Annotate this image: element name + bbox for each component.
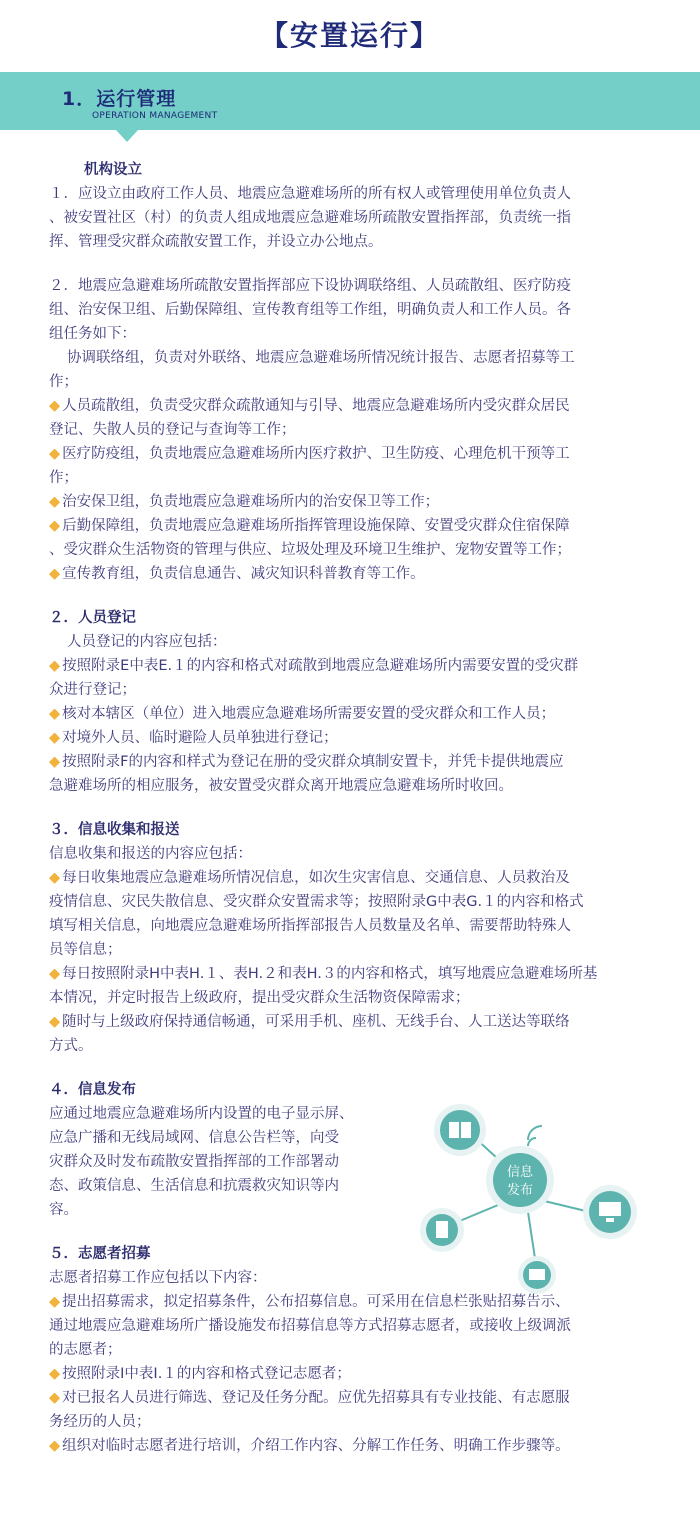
task-line (49, 490, 644, 514)
page-title: 【安置运行】 (259, 19, 440, 52)
volunteer-line (49, 1386, 644, 1410)
task-text: 后勤保障组，负责地震应急避难场所指挥管理设施保障、安置受灾群众住宿保障 (62, 518, 570, 534)
info-line: 疫情信息、灾民失散信息、受灾群众安置需求等；按照附录G中表G.１的内容和格式 (49, 894, 584, 910)
registration-text: 按照附录F的内容和样式为登记在册的受灾群众填制安置卡，并凭卡提供地震应 (62, 754, 564, 770)
volunteer-line (49, 1362, 644, 1386)
banner-subtitle: OPERATION MANAGEMENT (92, 111, 218, 121)
center-label-line2: 发布 (506, 1183, 534, 1198)
registration-intro: 人员登记的内容应包括： (67, 634, 227, 650)
task-line: 登记、失散人员的登记与查询等工作； (49, 422, 296, 438)
info-line (49, 1010, 644, 1034)
task-text: 宣传教育组，负责信息通告、减灾知识科普教育等工作。 (62, 566, 425, 582)
task-line: 作； (49, 374, 78, 390)
bullet-icon: ◆ (49, 754, 61, 770)
info-line (49, 962, 644, 986)
volunteer-heading: ５．志愿者招募 (49, 1246, 151, 1262)
info-text: 每日收集地震应急避难场所情况信息，如次生灾害信息、交通信息、人员救治及 (62, 870, 570, 886)
task-line: 作； (49, 470, 78, 486)
info-publish-diagram (400, 1100, 670, 1300)
wifi-icon (528, 1126, 542, 1146)
bullet-icon: ◆ (49, 870, 61, 886)
volunteer-line: 通过地震应急避难场所广播设施发布招募信息等方式招募志愿者，或接收上级调派 (49, 1318, 571, 1334)
registration-text: 核对本辖区（单位）进入地震应急避难场所需要安置的受灾群众和工作人员； (62, 706, 556, 722)
volunteer-text: 提出招募需求，拟定招募条件，公布招募信息。可采用在信息栏张贴招募告示、 (62, 1294, 570, 1310)
bullet-icon: ◆ (49, 1294, 61, 1310)
registration-heading: ２．人员登记 (49, 610, 136, 626)
task-line (49, 394, 644, 418)
bullet-icon: ◆ (49, 658, 61, 674)
volunteer-intro: 志愿者招募工作应包括以下内容： (49, 1270, 267, 1286)
info-line: 本情况，并定时报告上级政府，提出受灾群众生活物资保障需求； (49, 990, 470, 1006)
bullet-icon: ◆ (49, 966, 61, 982)
org-line: 组、治安保卫组、后勤保障组、宣传教育组等工作组，明确负责人和工作人员。各 (49, 302, 571, 318)
bullet-icon: ◆ (49, 566, 61, 582)
org-heading: 机构设立 (84, 162, 142, 178)
mail-icon (529, 1269, 545, 1280)
center-label-line1: 信息 (506, 1165, 534, 1180)
info-line: 方式。 (49, 1038, 93, 1054)
spacer (49, 798, 644, 818)
info-line: 填写相关信息，向地震应急避难场所指挥部报告人员数量及名单、需要帮助特殊人 (49, 918, 571, 934)
registration-line: 众进行登记； (49, 682, 136, 698)
bullet-icon: ◆ (49, 398, 61, 414)
task-text: 医疗防疫组，负责地震应急避难场所内医疗救护、卫生防疫、心理危机干预等工 (62, 446, 570, 462)
publish-heading: ４．信息发布 (49, 1082, 136, 1098)
bullet-icon: ◆ (49, 518, 61, 534)
task-line: 、受灾群众生活物资的管理与供应、垃圾处理及环境卫生维护、宠物安置等工作； (49, 542, 571, 558)
task-line (49, 442, 644, 466)
info-line (49, 866, 644, 890)
org-line: １．应设立由政府工作人员、地震应急避难场所的所有权人或管理使用单位负责人 (49, 186, 571, 202)
banner-title: 1．运行管理 (62, 88, 177, 110)
org-line: 组任务如下： (49, 326, 136, 342)
task-line: 协调联络组，负责对外联络、地震应急避难场所情况统计报告、志愿者招募等工 (67, 350, 575, 366)
task-text: 治安保卫组，负责地震应急避难场所内的治安保卫等工作； (62, 494, 440, 510)
info-text: 每日按照附录H中表H.１、表H.２和表H.３的内容和格式，填写地震应急避难场所基 (62, 966, 598, 982)
registration-text: 对境外人员、临时避险人员单独进行登记； (62, 730, 338, 746)
bullet-icon: ◆ (49, 446, 61, 462)
bullet-icon: ◆ (49, 494, 61, 510)
org-line: 、被安置社区（村）的负责人组成地震应急避难场所疏散安置指挥部，负责统一指 (49, 210, 571, 226)
bullet-icon: ◆ (49, 706, 61, 722)
diagram-svg (400, 1100, 670, 1300)
info-line: 员等信息； (49, 942, 122, 958)
diagram-center (493, 1153, 547, 1207)
bullet-icon: ◆ (49, 730, 61, 746)
org-line: 挥、管理受灾群众疏散安置工作，并设立办公地点。 (49, 234, 383, 250)
task-line (49, 562, 644, 586)
info-intro: 信息收集和报送的内容应包括： (49, 846, 252, 862)
volunteer-line: 的志愿者； (49, 1342, 122, 1358)
registration-line (49, 726, 644, 750)
book-icon-bg (440, 1110, 480, 1150)
publish-line: 灾群众及时发布疏散安置指挥部的工作部署动 (49, 1154, 339, 1170)
registration-line: 急避难场所的相应服务，被安置受灾群众离开地震应急避难场所时收回。 (49, 778, 513, 794)
task-line (49, 514, 644, 538)
registration-text: 按照附录E中表E.１的内容和格式对疏散到地震应急避难场所内需要安置的受灾群 (62, 658, 579, 674)
publish-line: 应急广播和无线局域网、信息公告栏等，向受 (49, 1130, 339, 1146)
publish-line: 应通过地震应急避难场所内设置的电子显示屏、 (49, 1106, 354, 1122)
bullet-icon: ◆ (49, 1366, 61, 1382)
volunteer-line: 务经历的人员； (49, 1414, 151, 1430)
volunteer-text: 组织对临时志愿者进行培训，介绍工作内容、分解工作任务、明确工作步骤等。 (62, 1438, 570, 1454)
bullet-icon: ◆ (49, 1014, 61, 1030)
spacer (49, 586, 644, 606)
registration-line (49, 750, 644, 774)
registration-line (49, 654, 644, 678)
spacer (49, 1058, 644, 1078)
org-line: ２．地震应急避难场所疏散安置指挥部应下设协调联络组、人员疏散组、医疗防疫 (49, 278, 571, 294)
bullet-icon: ◆ (49, 1438, 61, 1454)
volunteer-text: 按照附录I中表I.１的内容和格式登记志愿者； (62, 1366, 351, 1382)
volunteer-text: 对已报名人员进行筛选、登记及任务分配。应优先招募具有专业技能、有志愿服 (62, 1390, 570, 1406)
task-text: 人员疏散组，负责受灾群众疏散通知与引导、地震应急避难场所内受灾群众居民 (62, 398, 570, 414)
info-text: 随时与上级政府保持通信畅通，可采用手机、座机、无线手台、人工送达等联络 (62, 1014, 570, 1030)
banner-notch (116, 130, 138, 142)
info-heading: ３．信息收集和报送 (49, 822, 180, 838)
volunteer-line (49, 1434, 644, 1458)
bullet-icon: ◆ (49, 1390, 61, 1406)
document-icon (436, 1221, 448, 1238)
registration-line (49, 702, 644, 726)
publish-line: 态、政策信息、生活信息和抗震救灾知识等内 (49, 1178, 339, 1194)
publish-line: 容。 (49, 1202, 78, 1218)
spacer (49, 254, 644, 274)
